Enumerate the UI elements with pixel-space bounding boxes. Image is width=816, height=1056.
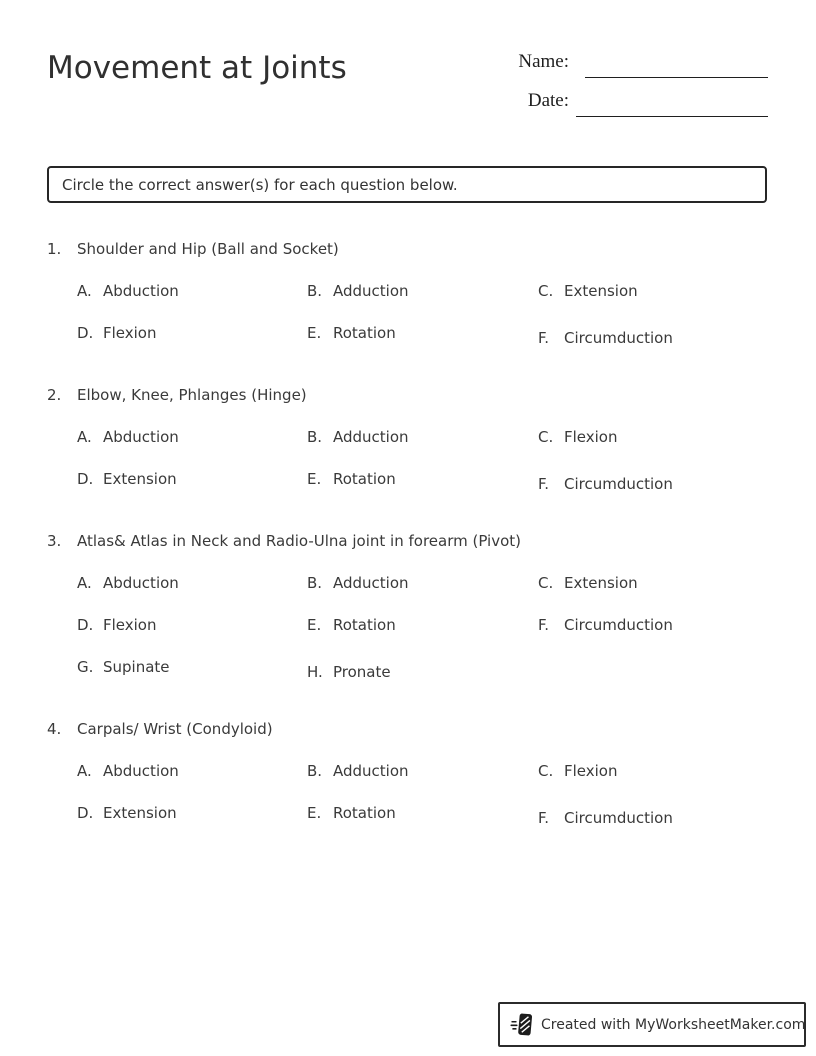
answer-option (307, 803, 538, 823)
option-letter: A. (77, 574, 92, 592)
option-label: Abduction (103, 574, 179, 592)
options-grid (77, 281, 767, 347)
option-letter: A. (77, 282, 92, 300)
option-label: Rotation (333, 616, 396, 634)
question-text: Shoulder and Hip (Ball and Socket) (77, 240, 339, 258)
option-letter: E. (307, 324, 322, 342)
answer-option (538, 761, 767, 781)
option-label: Pronate (333, 663, 391, 681)
date-row (528, 89, 768, 113)
question (47, 719, 767, 827)
question-text: Carpals/ Wrist (Condyloid) (77, 720, 273, 738)
option-letter: E. (307, 470, 322, 488)
option-label: Supinate (103, 658, 170, 676)
option-letter: D. (77, 470, 94, 488)
question (47, 385, 767, 493)
option-letter: C. (538, 282, 554, 300)
name-row (518, 50, 768, 74)
answer-option (77, 615, 307, 635)
answer-option (538, 615, 767, 635)
question-heading (47, 719, 767, 739)
option-label: Extension (564, 574, 638, 592)
option-letter: B. (307, 282, 323, 300)
answer-option (538, 474, 767, 494)
option-label: Flexion (103, 324, 157, 342)
question-heading (47, 385, 767, 405)
option-letter: E. (307, 616, 322, 634)
question-text: Atlas& Atlas in Neck and Radio-Ulna joint in forearm (Pivot) (77, 532, 522, 550)
answer-option (538, 427, 767, 447)
answer-option (307, 281, 538, 301)
option-label: Flexion (564, 762, 618, 780)
answer-option (307, 573, 538, 593)
question-number: 3. (47, 532, 62, 550)
answer-option (77, 323, 307, 343)
answer-option (77, 761, 307, 781)
answer-option (307, 615, 538, 635)
option-label: Extension (103, 470, 177, 488)
option-label: Flexion (564, 428, 618, 446)
myworksheetmaker-logo-icon (510, 1011, 534, 1038)
option-letter: B. (307, 428, 323, 446)
option-letter: B. (307, 762, 323, 780)
footer-credit-text: Created with MyWorksheetMaker.com (541, 1016, 806, 1033)
question-heading (47, 239, 767, 259)
question (47, 531, 767, 681)
option-letter: D. (77, 616, 94, 634)
option-label: Extension (103, 804, 177, 822)
instruction-text: Circle the correct answer(s) for each question below. (62, 175, 458, 194)
question-number: 1. (47, 240, 62, 258)
answer-option (538, 281, 767, 301)
option-label: Flexion (103, 616, 157, 634)
options-grid (77, 573, 767, 681)
options-grid (77, 761, 767, 827)
option-letter: A. (77, 428, 92, 446)
option-label: Circumduction (564, 475, 673, 493)
answer-option (307, 469, 538, 489)
option-label: Adduction (333, 282, 409, 300)
answer-option (538, 328, 767, 348)
option-label: Adduction (333, 428, 409, 446)
answer-option (307, 761, 538, 781)
answer-option (307, 427, 538, 447)
option-label: Circumduction (564, 329, 673, 347)
option-label: Abduction (103, 282, 179, 300)
option-letter: C. (538, 762, 554, 780)
option-letter: F. (538, 329, 549, 347)
option-letter: G. (77, 658, 94, 676)
question-number: 4. (47, 720, 62, 738)
question (47, 239, 767, 347)
answer-option (77, 427, 307, 447)
name-label: Name: (518, 51, 569, 72)
answer-option (77, 281, 307, 301)
option-label: Adduction (333, 574, 409, 592)
instruction-box (47, 166, 767, 203)
answer-option (77, 469, 307, 489)
answer-option (77, 657, 307, 677)
option-label: Extension (564, 282, 638, 300)
answer-option (538, 808, 767, 828)
option-label: Circumduction (564, 616, 673, 634)
questions-list (47, 239, 767, 865)
option-label: Abduction (103, 762, 179, 780)
option-letter: H. (307, 663, 323, 681)
option-label: Abduction (103, 428, 179, 446)
question-number: 2. (47, 386, 62, 404)
answer-option (307, 323, 538, 343)
option-label: Adduction (333, 762, 409, 780)
option-letter: F. (538, 475, 549, 493)
option-letter: C. (538, 428, 554, 446)
footer-credit-box (498, 1002, 806, 1047)
answer-option (307, 662, 538, 682)
name-blank-line (585, 77, 768, 78)
option-letter: B. (307, 574, 323, 592)
option-letter: D. (77, 324, 94, 342)
answer-option (538, 573, 767, 593)
option-letter: A. (77, 762, 92, 780)
question-text: Elbow, Knee, Phlanges (Hinge) (77, 386, 307, 404)
answer-option (77, 573, 307, 593)
page-title: Movement at Joints (47, 50, 347, 86)
option-letter: D. (77, 804, 94, 822)
option-letter: C. (538, 574, 554, 592)
option-letter: F. (538, 809, 549, 827)
date-label: Date: (527, 90, 569, 111)
date-blank-line (576, 116, 768, 117)
options-grid (77, 427, 767, 493)
option-letter: E. (307, 804, 322, 822)
question-heading (47, 531, 767, 551)
name-date-block (518, 50, 768, 128)
option-label: Rotation (333, 804, 396, 822)
option-label: Circumduction (564, 809, 673, 827)
option-letter: F. (538, 616, 549, 634)
answer-option (77, 803, 307, 823)
option-label: Rotation (333, 324, 396, 342)
option-label: Rotation (333, 470, 396, 488)
